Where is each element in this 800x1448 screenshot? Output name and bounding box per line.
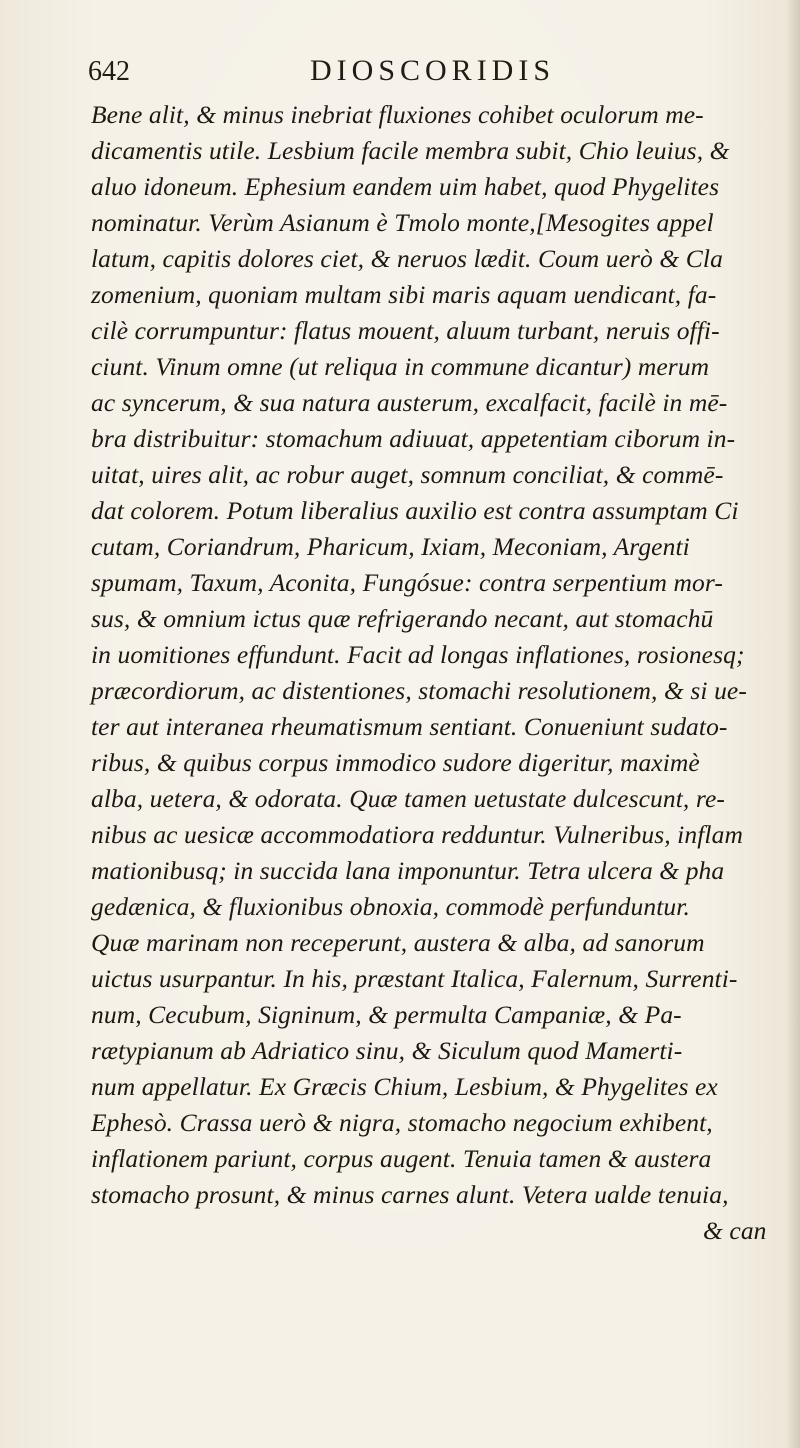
text-line: zomenium, quoniam multam sibi maris aquam uendicant, fa- <box>91 280 717 309</box>
text-line: ac syncerum, & sua natura austerum, excalfacit, facilè in mē- <box>91 388 728 417</box>
text-line: ciunt. Vinum omne (ut reliqua in commune dicantur) merum <box>91 352 710 381</box>
text-line: alba, uetera, & odorata. Quæ tamen uetustate dulcescunt, re- <box>91 784 725 813</box>
text-line: num appellatur. Ex Græcis Chium, Lesbium, & Phygelites ex <box>91 1072 718 1101</box>
text-line: ter aut interanea rheumatismum sentiant. Conueniunt sudato- <box>91 712 728 741</box>
text-line: nibus ac uesicæ accommodatiora redduntur. Vulneribus, inflam <box>91 820 743 849</box>
text-line: gedænica, & fluxionibus obnoxia, commodè perfunduntur. <box>91 892 690 921</box>
page-header <box>88 50 728 90</box>
text-line: dicamentis utile. Lesbium facile membra subit, Chio leuius, & <box>91 136 730 165</box>
text-line: inflationem pariunt, corpus augent. Tenuia tamen & austera <box>91 1144 712 1173</box>
text-line: uictus usurpantur. In his, præstant Italica, Falernum, Surrenti- <box>91 964 738 993</box>
text-line: præcordiorum, ac distentiones, stomachi resolutionem, & si ue- <box>91 676 747 705</box>
text-line: sus, & omnium ictus quæ refrigerando necant, aut stomachū <box>91 604 714 633</box>
text-line: cilè corrumpuntur: flatus mouent, aluum turbant, neruis offi- <box>91 316 720 345</box>
page-number: 642 <box>88 56 130 87</box>
text-line: latum, capitis dolores ciet, & neruos lædit. Coum uerò & Cla <box>91 244 723 273</box>
text-line: cutam, Coriandrum, Pharicum, Ixiam, Meconiam, Argenti <box>91 532 690 561</box>
text-line: uitat, uires alit, ac robur auget, somnum conciliat, & commē- <box>91 460 724 489</box>
page-edge-shadow <box>786 0 800 1448</box>
text-line: nominatur. Verùm Asianum è Tmolo monte,[Mesogites appel <box>91 208 714 237</box>
text-line: dat colorem. Potum liberalius auxilio est contra assumptam Ci <box>91 496 739 525</box>
text-line: in uomitiones effundunt. Facit ad longas inflationes, rosionesq; <box>91 640 745 669</box>
text-line: Ephesò. Crassa uerò & nigra, stomacho negocium exhibent, <box>91 1108 713 1137</box>
text-line: Quæ marinam non receperunt, austera & alba, ad sanorum <box>91 928 705 957</box>
running-head: DIOSCORIDIS <box>310 54 556 87</box>
text-line: rætypianum ab Adriatico sinu, & Siculum quod Mamerti- <box>91 1036 683 1065</box>
text-line: mationibusq; in succida lana imponuntur. Tetra ulcera & pha <box>91 856 725 885</box>
text-line: ribus, & quibus corpus immodico sudore digeritur, maximè <box>91 748 700 777</box>
text-line: num, Cecubum, Signinum, & permulta Campaniæ, & Pa- <box>91 1000 682 1029</box>
text-line: bra distribuitur: stomachum adiuuat, appetentiam ciborum in- <box>91 424 736 453</box>
text-line: spumam, Taxum, Aconita, Fungósue: contra serpentium mor- <box>91 568 723 597</box>
text-line: aluo idoneum. Ephesium eandem uim habet, quod Phygelites <box>91 172 720 201</box>
text-line: stomacho prosunt, & minus carnes alunt. Vetera ualde tenuia, <box>91 1180 729 1209</box>
text-line: Bene alit, & minus inebriat fluxiones cohibet oculorum me- <box>91 100 704 129</box>
catchword: & can <box>703 1216 767 1245</box>
